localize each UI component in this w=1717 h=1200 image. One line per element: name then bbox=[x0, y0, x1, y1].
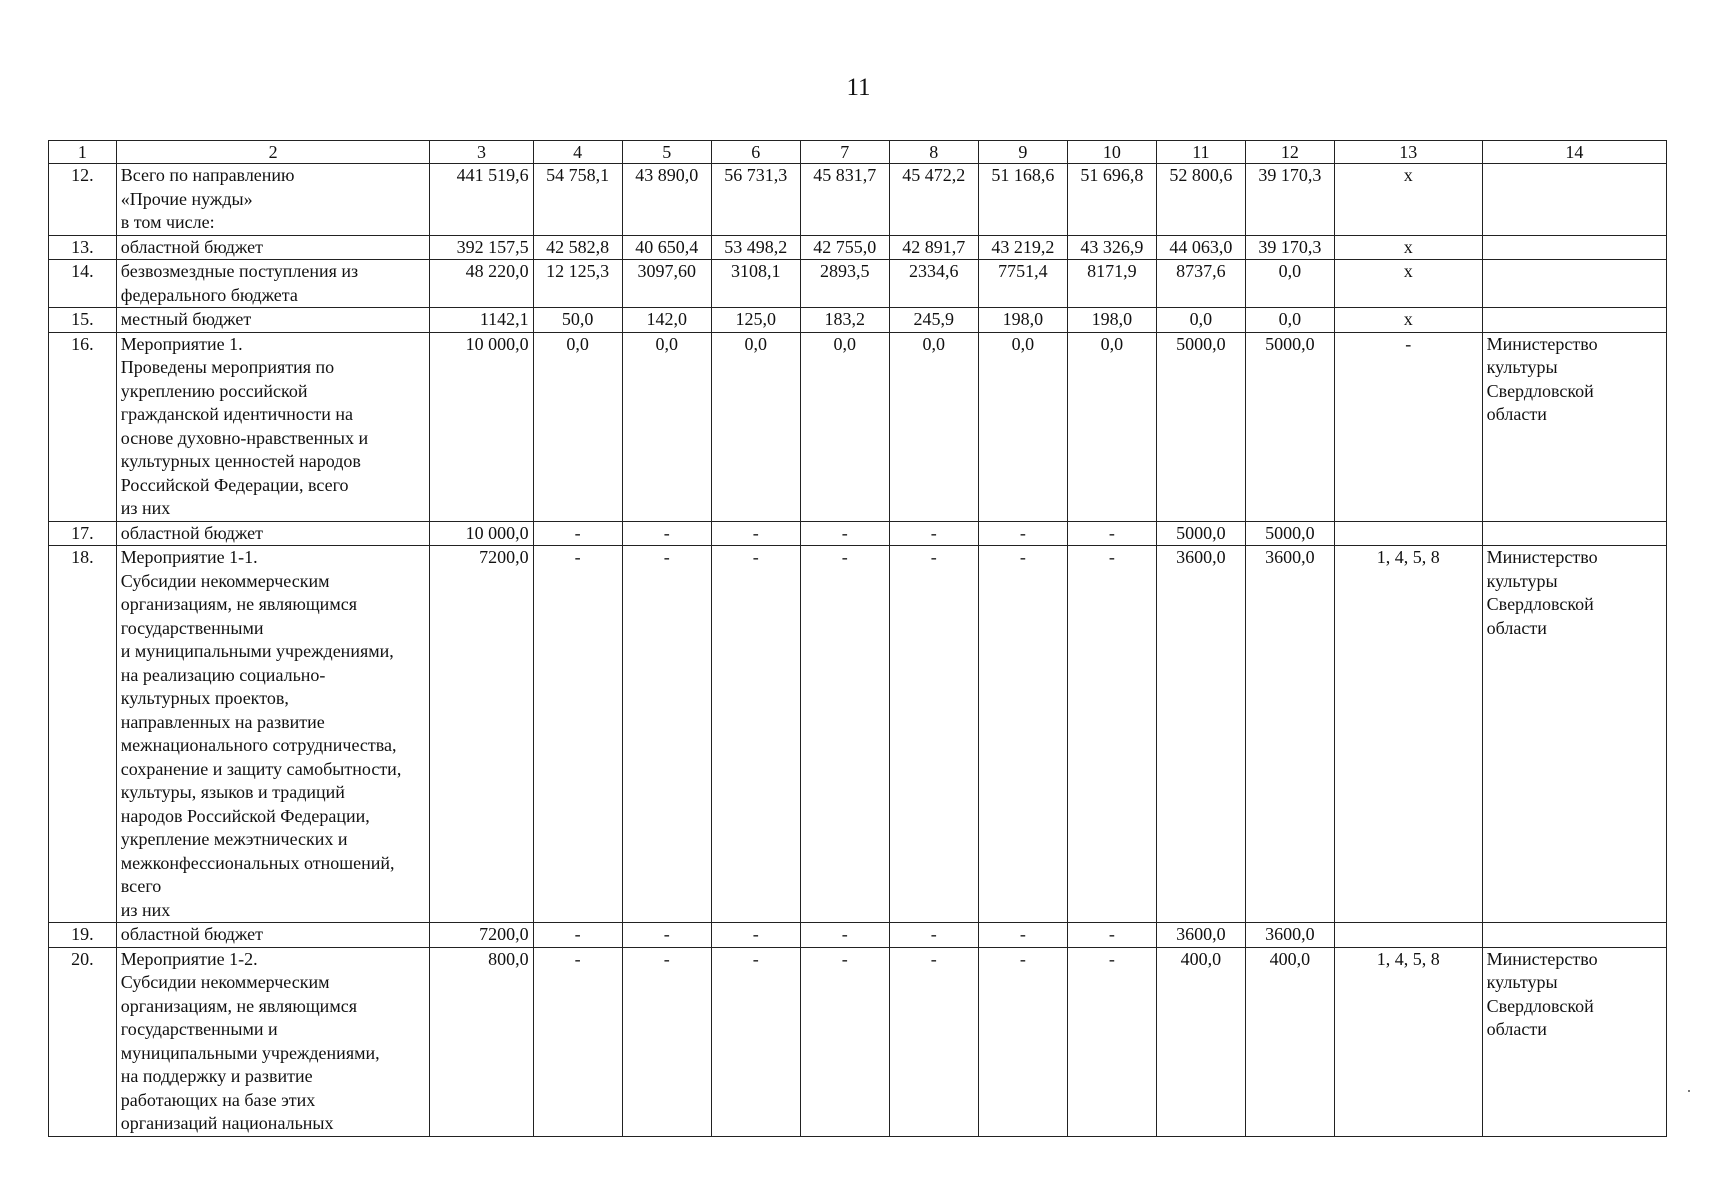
value-cell: 10 000,0 bbox=[430, 521, 533, 546]
row-number-cell: 17. bbox=[49, 521, 117, 546]
value-cell: 0,0 bbox=[1156, 308, 1245, 333]
value-cell: 5000,0 bbox=[1245, 521, 1334, 546]
value-cell: - bbox=[978, 923, 1067, 948]
table-row bbox=[49, 521, 1667, 546]
value-cell: - bbox=[711, 923, 800, 948]
value-cell: - bbox=[889, 521, 978, 546]
value-cell: 42 755,0 bbox=[800, 235, 889, 260]
value-cell: 39 170,3 bbox=[1245, 164, 1334, 236]
value-cell: 125,0 bbox=[711, 308, 800, 333]
target-indicator-cell bbox=[1334, 923, 1482, 948]
row-number-cell: 18. bbox=[49, 546, 117, 923]
target-indicator-cell: 1, 4, 5, 8 bbox=[1334, 947, 1482, 1136]
value-cell: 3600,0 bbox=[1156, 923, 1245, 948]
value-cell: - bbox=[800, 521, 889, 546]
value-cell: 0,0 bbox=[711, 332, 800, 521]
row-number-cell: 20. bbox=[49, 947, 117, 1136]
value-cell: 2893,5 bbox=[800, 260, 889, 308]
header-cell: 10 bbox=[1067, 141, 1156, 164]
value-cell: 3600,0 bbox=[1245, 923, 1334, 948]
target-indicator-cell: - bbox=[1334, 332, 1482, 521]
target-indicator-cell: х bbox=[1334, 164, 1482, 236]
value-cell: 198,0 bbox=[1067, 308, 1156, 333]
value-cell: - bbox=[889, 546, 978, 923]
row-name-cell: Мероприятие 1-2. Субсидии некоммерческим организациям, не являющимся государственными и муниципальными учреждениями, на поддержку и развитие работающих на базе этих организаций национальных bbox=[116, 947, 430, 1136]
value-cell: 54 758,1 bbox=[533, 164, 622, 236]
value-cell: - bbox=[800, 947, 889, 1136]
value-cell: - bbox=[533, 521, 622, 546]
header-cell: 13 bbox=[1334, 141, 1482, 164]
value-cell: - bbox=[800, 923, 889, 948]
value-cell: 400,0 bbox=[1156, 947, 1245, 1136]
table-row bbox=[49, 260, 1667, 308]
value-cell: 183,2 bbox=[800, 308, 889, 333]
value-cell: - bbox=[1067, 923, 1156, 948]
value-cell: 40 650,4 bbox=[622, 235, 711, 260]
value-cell: 3108,1 bbox=[711, 260, 800, 308]
value-cell: 12 125,3 bbox=[533, 260, 622, 308]
value-cell: 53 498,2 bbox=[711, 235, 800, 260]
value-cell: 7200,0 bbox=[430, 923, 533, 948]
value-cell: 42 582,8 bbox=[533, 235, 622, 260]
value-cell: - bbox=[1067, 546, 1156, 923]
budget-table bbox=[48, 140, 1667, 1137]
value-cell: - bbox=[978, 546, 1067, 923]
value-cell: 7751,4 bbox=[978, 260, 1067, 308]
value-cell: 198,0 bbox=[978, 308, 1067, 333]
table-body bbox=[49, 141, 1667, 1137]
value-cell: 56 731,3 bbox=[711, 164, 800, 236]
value-cell: 800,0 bbox=[430, 947, 533, 1136]
header-cell: 8 bbox=[889, 141, 978, 164]
row-name-cell: Мероприятие 1-1. Субсидии некоммерческим организациям, не являющимся государственными и муниципальными учреждениями, на реализацию социально- культурных проектов, направленных на развитие межнационального сотрудничества, сохранение и защиту самобытности, культуры, языков и традиций народов Российской Федерации, укрепление межэтнических и межконфессиональных отношений, всего из них bbox=[116, 546, 430, 923]
executor-cell bbox=[1482, 235, 1666, 260]
row-name-cell: областной бюджет bbox=[116, 235, 430, 260]
value-cell: - bbox=[533, 546, 622, 923]
value-cell: 0,0 bbox=[889, 332, 978, 521]
value-cell: 50,0 bbox=[533, 308, 622, 333]
value-cell: - bbox=[533, 923, 622, 948]
value-cell: 392 157,5 bbox=[430, 235, 533, 260]
value-cell: 48 220,0 bbox=[430, 260, 533, 308]
value-cell: 1142,1 bbox=[430, 308, 533, 333]
executor-cell bbox=[1482, 164, 1666, 236]
target-indicator-cell bbox=[1334, 521, 1482, 546]
value-cell: 44 063,0 bbox=[1156, 235, 1245, 260]
value-cell: 400,0 bbox=[1245, 947, 1334, 1136]
row-number-cell: 12. bbox=[49, 164, 117, 236]
value-cell: 5000,0 bbox=[1245, 332, 1334, 521]
value-cell: - bbox=[533, 947, 622, 1136]
value-cell: 0,0 bbox=[978, 332, 1067, 521]
table-row bbox=[49, 923, 1667, 948]
value-cell: 3097,60 bbox=[622, 260, 711, 308]
value-cell: - bbox=[1067, 521, 1156, 546]
table-row bbox=[49, 546, 1667, 923]
scan-speck bbox=[1688, 1090, 1690, 1092]
header-cell: 11 bbox=[1156, 141, 1245, 164]
row-number-cell: 16. bbox=[49, 332, 117, 521]
row-name-cell: местный бюджет bbox=[116, 308, 430, 333]
executor-cell: Министерство культуры Свердловской области bbox=[1482, 546, 1666, 923]
value-cell: - bbox=[978, 947, 1067, 1136]
value-cell: 0,0 bbox=[1245, 260, 1334, 308]
target-indicator-cell: 1, 4, 5, 8 bbox=[1334, 546, 1482, 923]
value-cell: 8737,6 bbox=[1156, 260, 1245, 308]
row-name-cell: безвозмездные поступления из федерального бюджета bbox=[116, 260, 430, 308]
executor-cell: Министерство культуры Свердловской области bbox=[1482, 332, 1666, 521]
value-cell: 8171,9 bbox=[1067, 260, 1156, 308]
table-row bbox=[49, 308, 1667, 333]
value-cell: 43 219,2 bbox=[978, 235, 1067, 260]
value-cell: - bbox=[622, 546, 711, 923]
value-cell: - bbox=[622, 947, 711, 1136]
executor-cell bbox=[1482, 260, 1666, 308]
value-cell: 3600,0 bbox=[1245, 546, 1334, 923]
value-cell: 43 890,0 bbox=[622, 164, 711, 236]
value-cell: 0,0 bbox=[1067, 332, 1156, 521]
value-cell: 45 472,2 bbox=[889, 164, 978, 236]
executor-cell: Министерство культуры Свердловской области bbox=[1482, 947, 1666, 1136]
header-cell: 3 bbox=[430, 141, 533, 164]
header-cell: 1 bbox=[49, 141, 117, 164]
value-cell: - bbox=[622, 521, 711, 546]
row-name-cell: областной бюджет bbox=[116, 923, 430, 948]
header-cell: 6 bbox=[711, 141, 800, 164]
value-cell: 0,0 bbox=[800, 332, 889, 521]
row-name-cell: Мероприятие 1. Проведены мероприятия по укреплению российской гражданской идентичности на основе духовно-нравственных и культурных ценностей народов Российской Федерации, всего из них bbox=[116, 332, 430, 521]
page-number: 11 bbox=[846, 74, 871, 101]
executor-cell bbox=[1482, 521, 1666, 546]
executor-cell bbox=[1482, 308, 1666, 333]
row-number-cell: 15. bbox=[49, 308, 117, 333]
value-cell: 0,0 bbox=[1245, 308, 1334, 333]
value-cell: 52 800,6 bbox=[1156, 164, 1245, 236]
value-cell: 441 519,6 bbox=[430, 164, 533, 236]
value-cell: 142,0 bbox=[622, 308, 711, 333]
row-number-cell: 13. bbox=[49, 235, 117, 260]
row-name-cell: областной бюджет bbox=[116, 521, 430, 546]
value-cell: 7200,0 bbox=[430, 546, 533, 923]
value-cell: 43 326,9 bbox=[1067, 235, 1156, 260]
row-name-cell: Всего по направлению «Прочие нужды» в том числе: bbox=[116, 164, 430, 236]
header-cell: 12 bbox=[1245, 141, 1334, 164]
value-cell: 3600,0 bbox=[1156, 546, 1245, 923]
header-cell: 5 bbox=[622, 141, 711, 164]
row-number-cell: 19. bbox=[49, 923, 117, 948]
value-cell: 5000,0 bbox=[1156, 521, 1245, 546]
table-row bbox=[49, 947, 1667, 1136]
value-cell: - bbox=[622, 923, 711, 948]
target-indicator-cell: х bbox=[1334, 235, 1482, 260]
value-cell: 10 000,0 bbox=[430, 332, 533, 521]
value-cell: 5000,0 bbox=[1156, 332, 1245, 521]
value-cell: 0,0 bbox=[622, 332, 711, 521]
value-cell: 39 170,3 bbox=[1245, 235, 1334, 260]
value-cell: 42 891,7 bbox=[889, 235, 978, 260]
header-cell: 14 bbox=[1482, 141, 1666, 164]
value-cell: 45 831,7 bbox=[800, 164, 889, 236]
value-cell: - bbox=[1067, 947, 1156, 1136]
header-row bbox=[49, 141, 1667, 164]
value-cell: - bbox=[889, 947, 978, 1136]
table-row bbox=[49, 235, 1667, 260]
header-cell: 7 bbox=[800, 141, 889, 164]
header-cell: 4 bbox=[533, 141, 622, 164]
value-cell: - bbox=[800, 546, 889, 923]
value-cell: 51 696,8 bbox=[1067, 164, 1156, 236]
value-cell: - bbox=[711, 521, 800, 546]
value-cell: 51 168,6 bbox=[978, 164, 1067, 236]
value-cell: - bbox=[711, 546, 800, 923]
value-cell: 0,0 bbox=[533, 332, 622, 521]
row-number-cell: 14. bbox=[49, 260, 117, 308]
value-cell: 2334,6 bbox=[889, 260, 978, 308]
value-cell: - bbox=[711, 947, 800, 1136]
value-cell: - bbox=[889, 923, 978, 948]
executor-cell bbox=[1482, 923, 1666, 948]
value-cell: - bbox=[978, 521, 1067, 546]
table-row bbox=[49, 164, 1667, 236]
value-cell: 245,9 bbox=[889, 308, 978, 333]
target-indicator-cell: х bbox=[1334, 260, 1482, 308]
table-row bbox=[49, 332, 1667, 521]
target-indicator-cell: х bbox=[1334, 308, 1482, 333]
header-cell: 2 bbox=[116, 141, 430, 164]
header-cell: 9 bbox=[978, 141, 1067, 164]
